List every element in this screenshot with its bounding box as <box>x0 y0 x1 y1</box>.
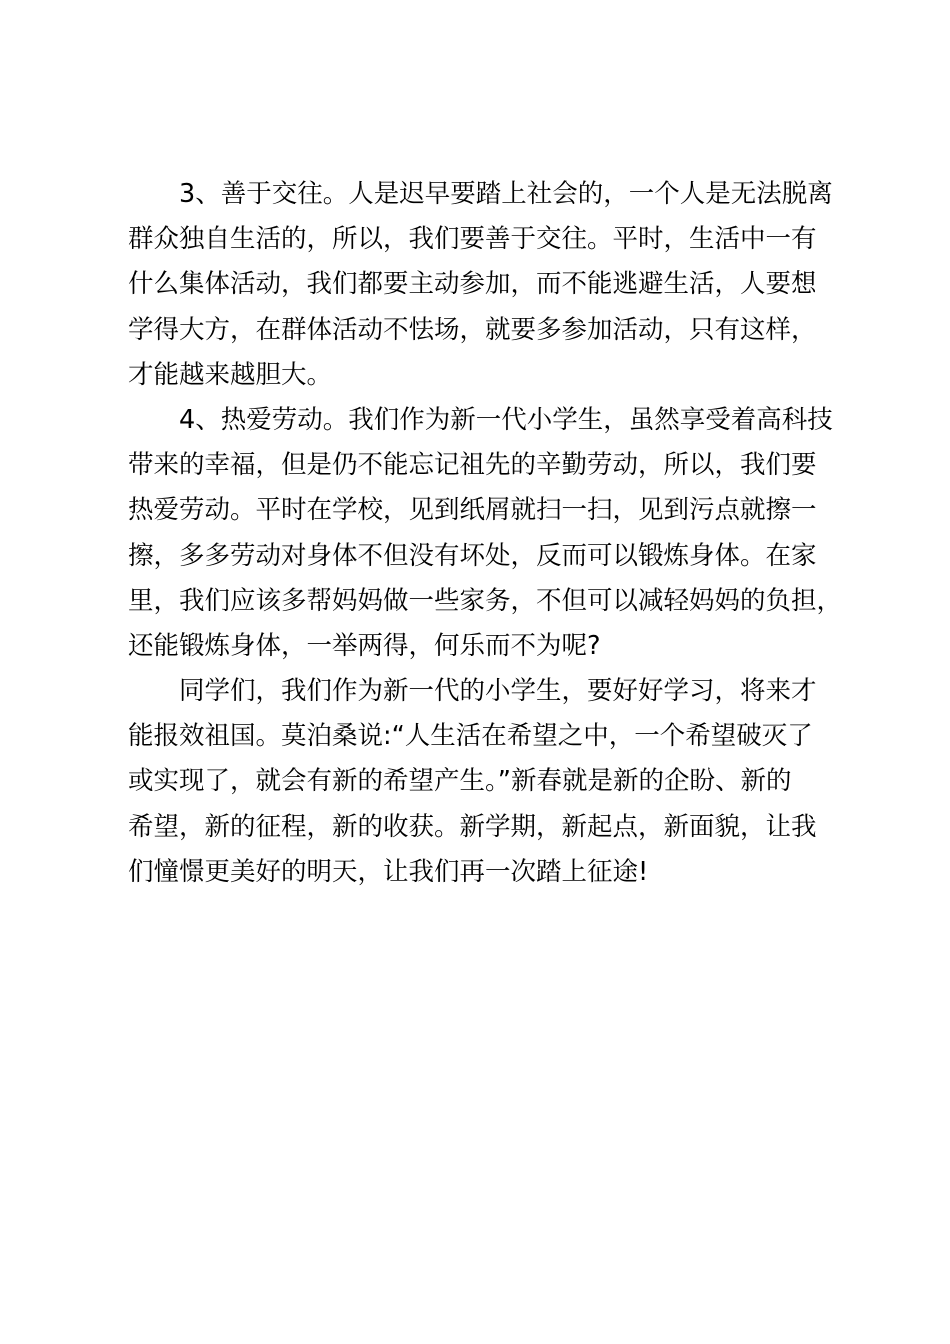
paragraph-3-line-1: 同学们，我们作为新一代的小学生，要好好学习，将来才 <box>179 676 817 707</box>
paragraph-1-line-5: 才能越来越胆大。 <box>128 359 333 390</box>
paragraph-3-line-5: 们憧憬更美好的明天，让我们再一次踏上征途! <box>128 856 649 887</box>
paragraph-2-line-5: 里，我们应该多帮妈妈做一些家务，不但可以减轻妈妈的负担， <box>128 585 843 616</box>
paragraph-2-line-1: 4、热爱劳动。我们作为新一代小学生，虽然享受着高科技 <box>179 404 833 435</box>
paragraph-1-line-3: 什么集体活动，我们都要主动参加，而不能逃避生活，人要想 <box>128 269 817 300</box>
paragraph-2-line-4: 擦，多多劳动对身体不但没有坏处，反而可以锻炼身体。在家 <box>128 540 817 571</box>
paragraph-3-line-2: 能报效祖国。莫泊桑说:“人生活在希望之中，一个希望破灭了 <box>128 721 813 752</box>
paragraph-1-line-1: 3、善于交往。人是迟早要踏上社会的，一个人是无法脱离 <box>179 179 833 209</box>
document-body <box>128 172 868 895</box>
paragraph-1-line-4: 学得大方，在群体活动不怯场，就要多参加活动，只有这样， <box>128 314 817 345</box>
paragraph-2-line-6: 还能锻炼身体，一举两得，何乐而不为呢? <box>128 630 601 661</box>
paragraph-3-line-4: 希望，新的征程，新的收获。新学期，新起点，新面貌，让我 <box>128 811 817 842</box>
paragraph-2-line-2: 带来的幸福，但是仍不能忘记祖先的辛勤劳动，所以，我们要 <box>128 450 817 481</box>
paragraph-1-line-2: 群众独自生活的，所以，我们要善于交往。平时，生活中一有 <box>128 224 817 255</box>
paragraph-3-line-3: 或实现了，就会有新的希望产生。”新春就是新的企盼、新的 <box>128 766 792 797</box>
paragraph-2-line-3: 热爱劳动。平时在学校，见到纸屑就扫一扫，见到污点就擦一 <box>128 495 817 526</box>
